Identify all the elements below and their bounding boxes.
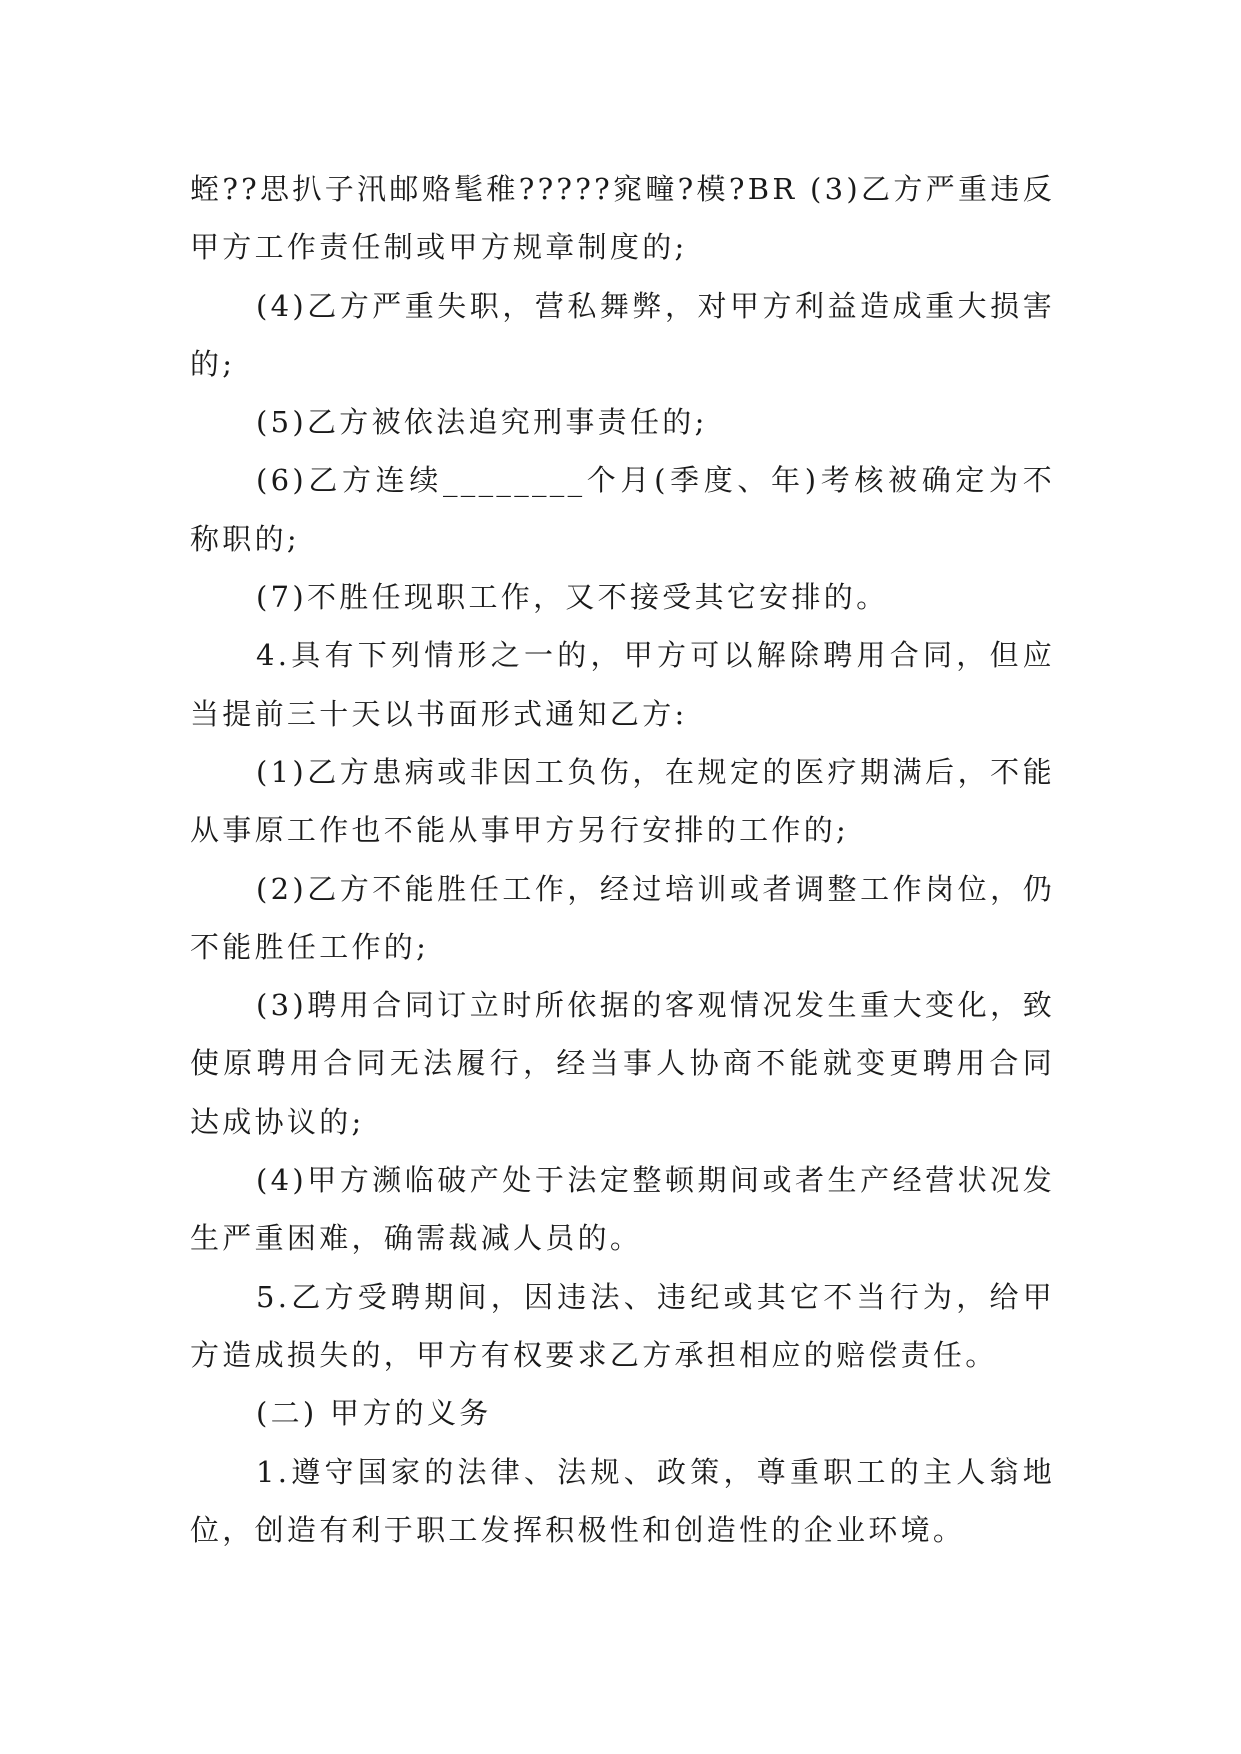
paragraph-obligation-1: 1.遵守国家的法律、法规、政策，尊重职工的主人翁地位，创造有利于职工发挥积极性和创造性的企业环境。 [190,1454,1055,1547]
paragraph-section-4-item-1: (1)乙方患病或非因工负伤，在规定的医疗期满后，不能从事原工作也不能从事甲方另行安排的工作的; [190,754,1055,848]
paragraph-section-5: 5.乙方受聘期间，因违法、违纪或其它不当行为，给甲方造成损失的，甲方有权要求乙方承担相应的赔偿责任。 [190,1279,1055,1372]
document-body [190,160,1055,1559]
paragraph-clause-7: (7)不胜任现职工作，又不接受其它安排的。 [256,580,889,615]
paragraph-section-4-item-4: (4)甲方濒临破产处于法定整顿期间或者生产经营状况发生严重困难，确需裁减人员的。 [190,1163,1055,1256]
paragraph-section-4: 4.具有下列情形之一的，甲方可以解除聘用合同，但应当提前三十天以书面形式通知乙方: [190,638,1055,731]
paragraph-clause-5: (5)乙方被依法追究刑事责任的; [256,405,708,440]
section-heading-obligations: (二) 甲方的义务 [256,1396,492,1431]
paragraph-section-4-item-2: (2)乙方不能胜任工作，经过培训或者调整工作岗位，仍不能胜任工作的; [190,871,1055,964]
paragraph-clause-4: (4)乙方严重失职，营私舞弊，对甲方利益造成重大损害的; [190,288,1055,381]
paragraph-clause-6: (6)乙方连续________个月(季度、年)考核被确定为不称职的; [190,463,1055,556]
paragraph-continuation: 蛭??思扒子汛邮赂髦稚?????窕疃?模?BR (3)乙方严重违反甲方工作责任制或甲方规章制度的; [190,172,1055,265]
paragraph-section-4-item-3: (3)聘用合同订立时所依据的客观情况发生重大变化，致使原聘用合同无法履行，经当事人协商不能就变更聘用合同达成协议的; [190,988,1055,1139]
